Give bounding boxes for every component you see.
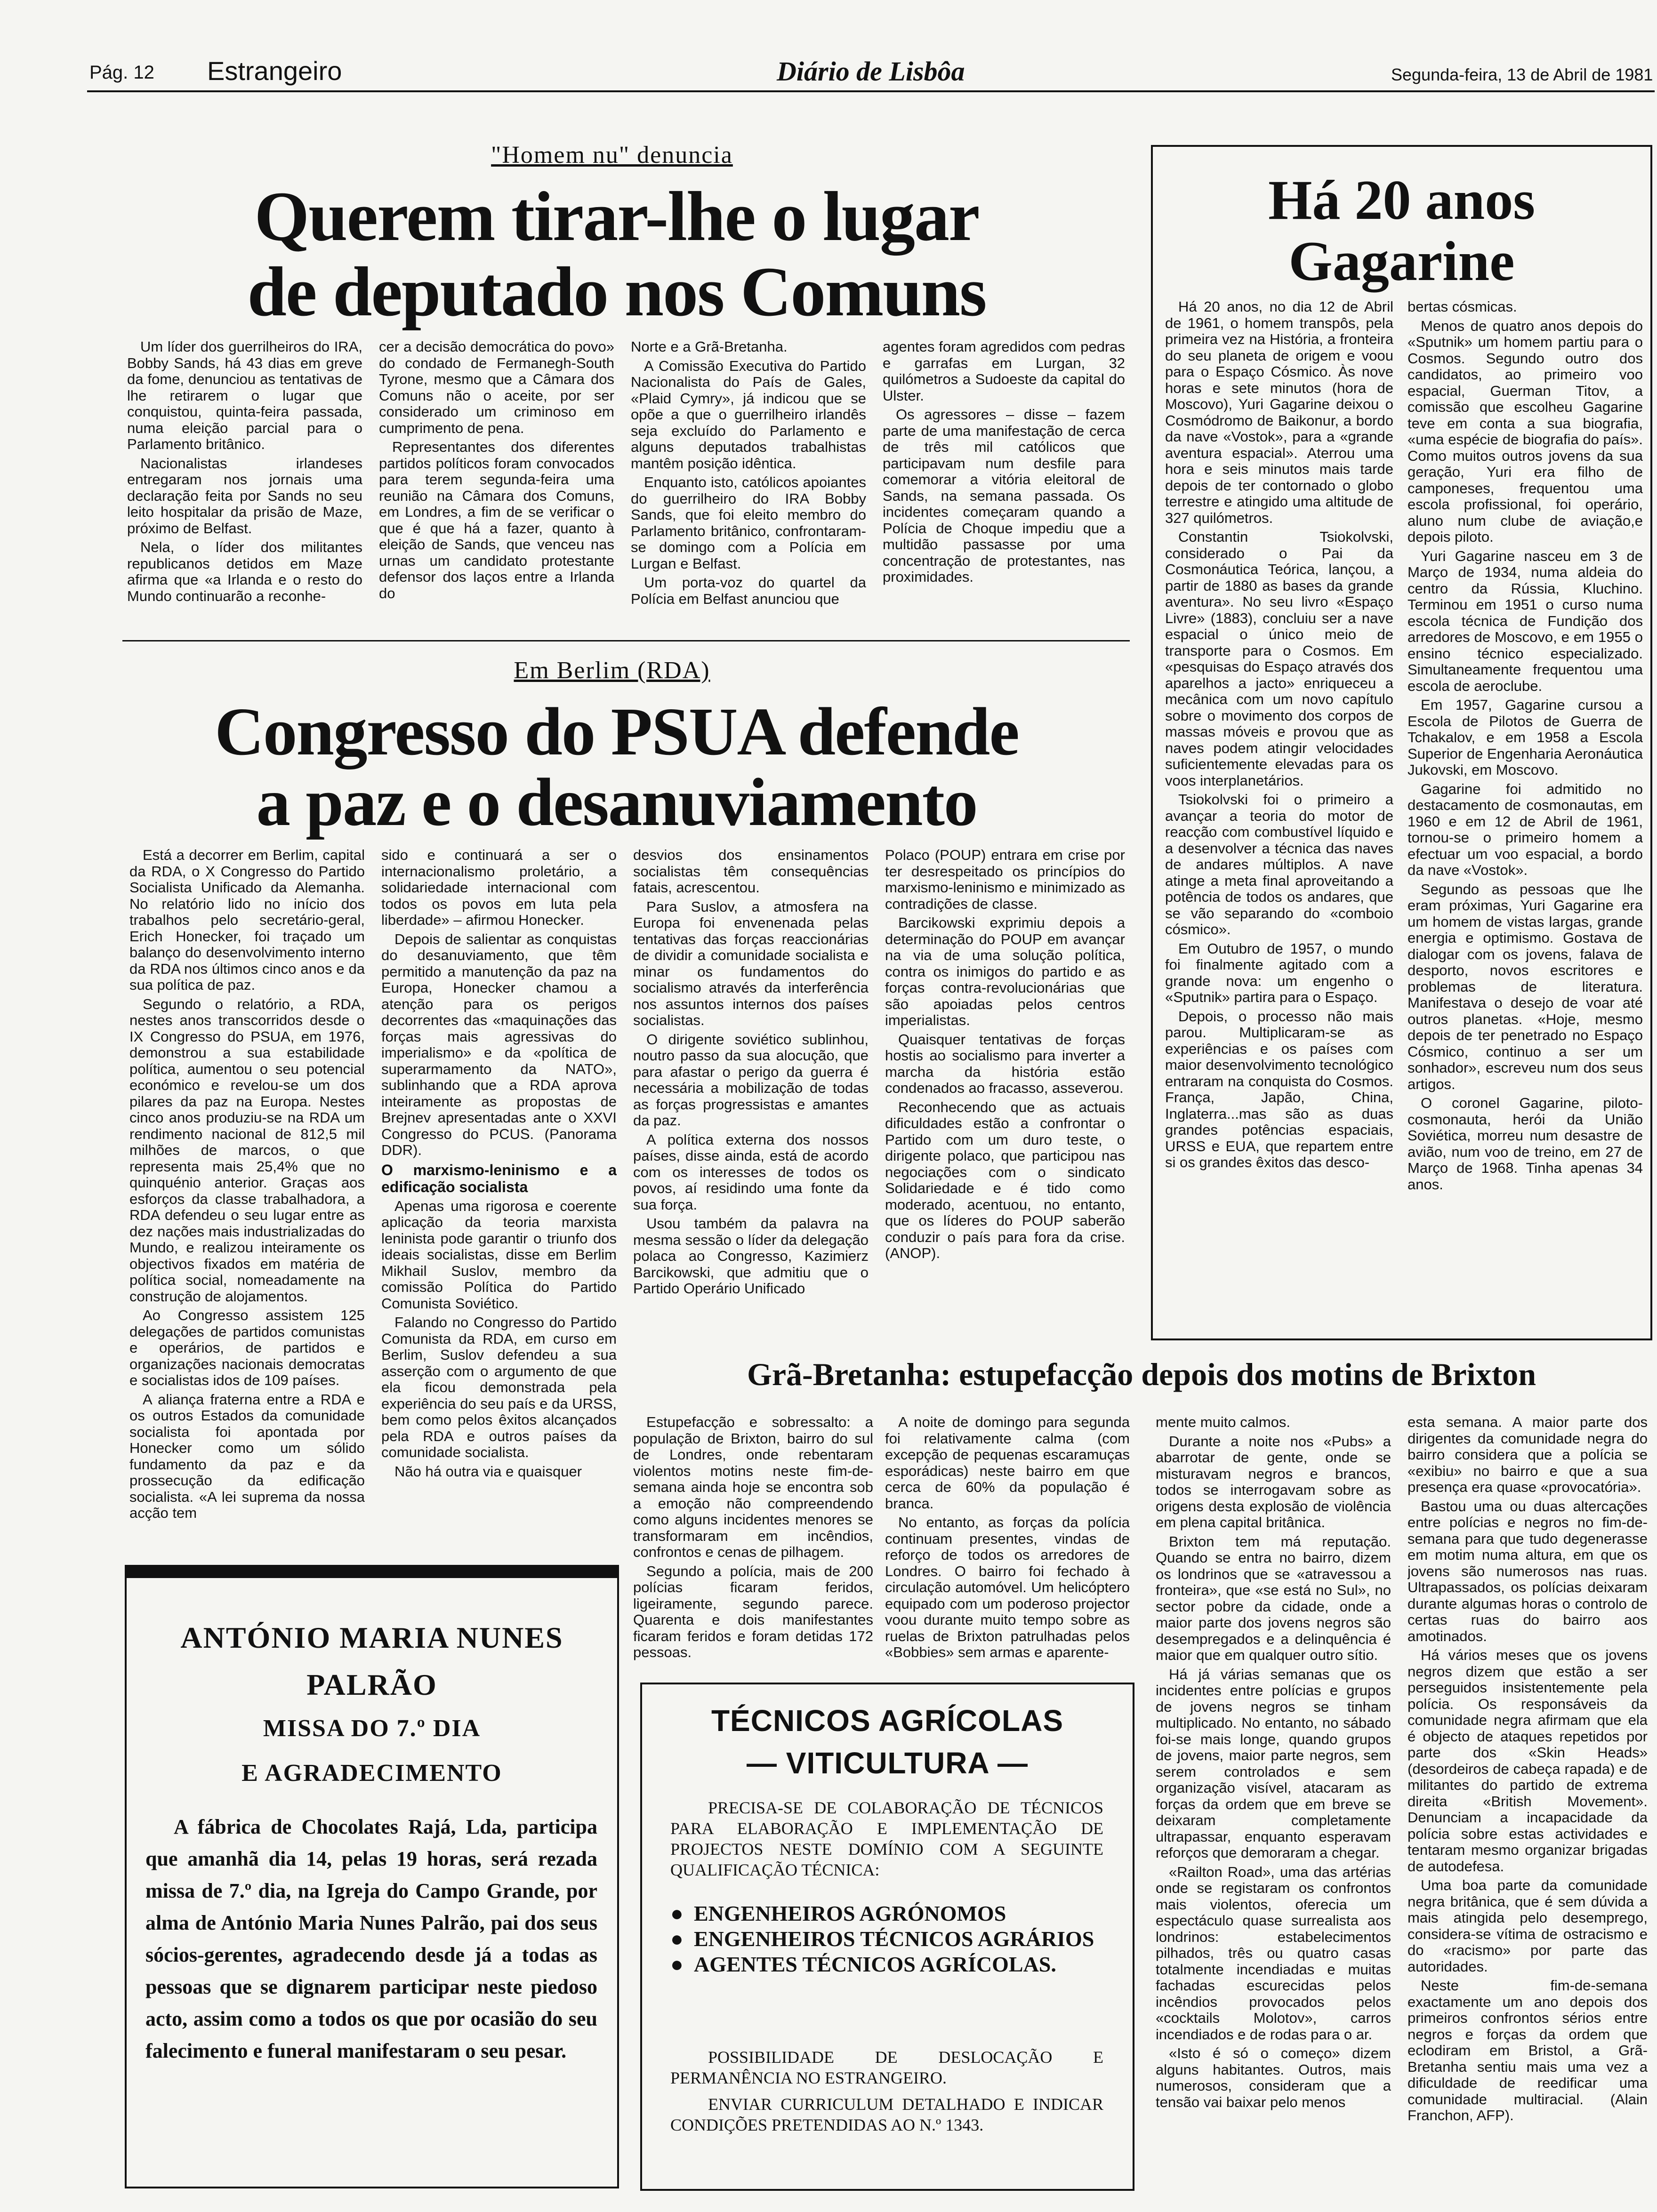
jobs-ad [640,1683,1134,2191]
jobs-ad-title-line1: TÉCNICOS AGRÍCOLAS [711,1704,1064,1738]
paragraph: Há 20 anos, no dia 12 de Abril de 1961, o homem transpôs, pela primeira vez na História, a fronteira do seu planeta de origem e voou para o Espaço Cósmico. Às nove horas e sete minutos (hora de Moscovo), Yuri Gagarine deixou o Cosmódromo de Baikonur, a bordo da nave «Vostok», para a «grande aventura espacial». Aterrou uma hora e seis minutos mais tarde depois de ter contornado o globo terrestre e atingido uma altitude de 327 quilómetros. [1165,299,1393,526]
paragraph: Um líder dos guerrilheiros do IRA, Bobby Sands, há 43 dias em greve da fome, denunciou as tentativas de lhe retirarem o lugar que conquistou, quinta-feira passada, numa eleição parcial para o Parlamento britânico. [127,339,362,452]
paragraph: Nacionalistas irlandeses entregaram nos jornais uma declaração feita por Sands no seu leito hospitalar da prisão de Maze, próximo de Belfast. [127,455,362,537]
paragraph: Depois de salientar as conquistas do desanuviamento, que têm permitido a manutenção da paz na Europa, Honecker chamou a atenção para os perigos decorrentes das «maquinações das forças mais agressivas do imperialismo» e da «política de superarmamento da NATO», sublinhando que a RDA aprova inteiramente as propostas de Brejnev apresentadas ante o XXVI Congresso do PCUS. (Panorama DDR). [381,930,617,1158]
jobs-ad-item [670,1901,1103,1926]
obituary-name-line1: ANTÓNIO MARIA NUNES [180,1621,563,1654]
article2-column-1 [129,847,365,1551]
article3-column-2 [1408,299,1643,1330]
jobs-ad-item [670,1952,1103,1977]
paragraph: O coronel Gagarine, piloto-cosmonauta, herói da União Soviética, morreu num desastre de avião, num voo de treino, em 27 de Março de 1968. Tinha apenas 34 anos. [1408,1095,1643,1193]
article1-column-1 [127,339,362,631]
paragraph: Durante a noite nos «Pubs» a abarrotar de gente, onde se misturavam negros e brancos, todos se interrogavam sobre as origens desta explosão de violência em plena capital britânica. [1156,1433,1391,1531]
jobs-ad-title-line2: — VITICULTURA — [746,1746,1029,1780]
obituary-name-line2: PALRÃO [306,1668,437,1701]
paragraph: O dirigente soviético sublinhou, noutro passo da sua alocução, que para afastar o perigo da guerra é necessária a mobilização de todas as forças progressistas e amantes da paz. [633,1031,869,1129]
paragraph: Reconhecendo que as actuais dificuldades estão a confrontar o Partido com um duro teste, o dirigente polaco, que participou nas negociações com o sindicato Solidariedade e é tido como moderado, acentuou, no entanto, que os líderes do POUP saberão conduzir o país para fora da crise. (ANOP). [885,1098,1125,1261]
article1-kicker: "Homem nu" denuncia [491,142,733,168]
paragraph: Ao Congresso assistem 125 delegações de partidos comunistas e operários, de partidos e organizações nacionais democratas e socialistas idos de 109 países. [129,1307,365,1388]
jobs-ad-item-label: AGENTES TÉCNICOS AGRÍCOLAS. [694,1952,1056,1976]
article2-subheading: O marxismo-leninismo e a edificação socialista [381,1161,617,1195]
article2-headline-line2: a paz e o desanuviamento [256,765,977,840]
obituary-body: A fábrica de Chocolates Rajá, Lda, participa que amanhã dia 14, pelas 19 horas, será rezada missa de 7.º dia, na Igreja do Campo Grande, por alma de António Maria Nunes Palrão, pai dos seus sócios-gerentes, agradecendo desde já a todas as pessoas que se dignarem participar neste piedoso acto, assim como a todos os que por ocasião do seu falecimento e funeral manifestaram o seu pesar. [145,1815,597,2062]
paragraph: «Railton Road», uma das artérias onde se registaram os confrontos mais violentos, oferecia um espectáculo quase surrealista aos londrinos: estabelecimentos pilhados, três ou quatro casas totalmente incendiadas e muitas fachadas escurecidas pelos incêndios provocados pelos «cocktails Molotov», carros incendiados e de rodas para o ar. [1156,1863,1391,2043]
paragraph: Polaco (POUP) entrara em crise por ter desrespeitado os princípios do marxismo-leninismo e minimizado as contradições de classe. [885,847,1125,912]
paragraph: Apenas uma rigorosa e coerente aplicação da teoria marxista leninista pode garantir o triunfo dos ideais socialistas, disse em Berlim Mikhail Suslov, membro da comissão Política do Partido Comunista Soviético. [381,1197,617,1312]
paragraph: bertas cósmicas. [1408,299,1517,315]
article1-column-3 [631,339,866,631]
jobs-ad-item-label: ENGENHEIROS TÉCNICOS AGRÁRIOS [694,1927,1094,1951]
obituary-mass-line: MISSA DO 7.º DIA [263,1715,481,1742]
paragraph: esta semana. A maior parte dos dirigentes da comunidade negra do bairro considera que a polícia se «exibiu» no bairro e que a sua presença era quase «provocatória». [1408,1414,1648,1495]
page-number: Pág. 12 [89,62,154,83]
article4-column-1 [633,1414,873,1668]
article3-column-1 [1165,299,1393,1330]
paragraph: Norte e a Grã-Bretanha. [631,339,788,355]
paragraph: Nela, o líder dos militantes republicanos detidos em Maze afirma que «a Irlanda e o resto do Mundo continuarão a reconhe- [127,539,362,604]
jobs-ad-intro: PRECISA-SE DE COLABORAÇÃO DE TÉCNICOS PARA ELABORAÇÃO E IMPLEMENTAÇÃO DE PROJECTOS NESTE DOMÍNIO COM A SEGUINTE QUALIFICAÇÃO TÉCNICA: [670,1798,1103,1879]
paragraph: Usou também da palavra na mesma sessão o líder da delegação polaca ao Congresso, Kazimierz Barcikowski, que admitiu que o Partido Operário Unificado [633,1215,869,1297]
article2-column-2 [381,847,617,1551]
paragraph: Segundo o relatório, a RDA, nestes anos transcorridos desde o IX Congresso do PSUA, em 1976, demonstrou a sua estabilidade política, aumentou o seu potencial económico e revelou-se um dos pilares da paz na Europa. Nestes cinco anos produziu-se na RDA um rendimento nacional de 812,5 mil milhões de marcos, o que representa mais 25,4% que no quinquénio anterior. Graças aos esforços da classe trabalhadora, a RDA defendeu o seu lugar entre as dez nações mais industrializadas do Mundo, e realizou inteiramente os objectivos fixados em matéria de política social, nomeadamente na construção de alojamentos. [129,995,365,1305]
paragraph: Quaisquer tentativas de forças hostis ao socialismo para inverter a marcha da história estão condenados ao fracasso, asseverou. [885,1031,1125,1096]
paragraph: A aliança fraterna entre a RDA e os outros Estados da comunidade socialista foi apontada por Honecker como um sólido fundamento da paz e da prossecução da edificação socialista. «A lei suprema da nossa acção tem [129,1391,365,1521]
article2-kicker: Em Berlim (RDA) [514,657,710,684]
paragraph: cer a decisão democrática do povo» do condado de Fermanegh-South Tyrone, mesmo que a Câmara dos Comuns não o aceite, por ser considerado um criminoso em cumprimento de pena. [379,339,614,436]
article3-headline-line1: Há 20 anos [1268,168,1535,231]
paragraph: Barcikowski exprimiu depois a determinação do POUP em avançar na via de uma solução política, contra os inimigos do partido e as forças contra-revolucionárias que são apoiadas pelos centros imperialistas. [885,914,1125,1028]
paragraph: Para Suslov, a atmosfera na Europa foi envenenada pelas tentativas das forças reaccionárias de dividir a comunidade socialista e minar os fundamentos do socialismo através da interferência nos assuntos internos dos países socialistas. [633,898,869,1028]
article4-column-4 [1408,1414,1648,2191]
paragraph: Bastou uma ou duas altercações entre polícias e negros no fim-de-semana para que tudo degenerasse em motim numa altura, em que os jovens são numerosos nas ruas. Ultrapassados, os polícias deixaram durante algumas horas o controlo de certas ruas do bairro aos amotinados. [1408,1498,1648,1644]
paragraph: Não há outra via e quaisquer [394,1463,582,1480]
paragraph: Tsiokolvski foi o primeiro a avançar a teoria do motor de reacção com combustível líquido e a desenvolver a técnica das naves de andares múltiplos. A nave atinge a meta final aproveitando a potência de todos os andares, que se vão separando do «comboio cósmico». [1165,791,1393,938]
article1-headline-line1: Querem tirar-lhe o lugar [254,177,979,256]
paragraph: agentes foram agredidos com pedras e garrafas em Lurgan, 32 quilómetros a Sudoeste da capital do Ulster. [883,339,1125,404]
issue-date: Segunda-feira, 13 de Abril de 1981 [1391,65,1653,84]
paragraph: Brixton tem má reputação. Quando se entra no bairro, dizem os londrinos que se «atravessou a fronteira», que «se está no Sul», no sector pobre da cidade, onde a maior parte dos jovens negros são desempregados e a delinquência é maior que em qualquer outro sítio. [1156,1533,1391,1663]
jobs-ad-item [670,1926,1103,1952]
article2-headline-line1: Congresso do PSUA defende [215,694,1019,769]
paragraph: Em Outubro de 1957, o mundo foi finalmente agitado com a grande nova: um engenho o «Sputnik» partira para o Espaço. [1165,940,1393,1005]
header-rule [87,90,1655,92]
paragraph: Segundo as pessoas que lhe eram próximas, Yuri Gagarine era um homem de vistas largas, grande energia e optimismo. Gostava de dialogar com os jovens, falava de desporto, novos escritores e problemas de literatura. Manifestava o desejo de voar até outros planetas. «Hoje, mesmo depois de ter penetrado no Espaço Cósmico, continuo a ser um sonhador», escreveu num dos seus artigos. [1408,881,1643,1092]
paragraph: Neste fim-de-semana exactamente um ano depois dos primeiros confrontos sérios entre negros e forças da ordem que eclodiram em Bristol, a Grã-Bretanha sentiu mais uma vez a dificuldade de reedificar uma comunidade multiracial. (Alain Franchon, AFP). [1408,1977,1648,2124]
paragraph: Está a decorrer em Berlim, capital da RDA, o X Congresso do Partido Socialista Unificado da Alemanha. No relatório lido no início dos trabalhos pelo secretário-geral, Erich Honecker, foi traçado um balanço do desenvolvimento interno da RDA nos últimos cinco anos e da sua política de paz. [129,847,365,993]
paragraph: Os agressores – disse – fazem parte de uma manifestação de cerca de três mil católicos que participavam num desfile para comemorar a vitória eleitoral de Sands, na semana passada. Os incidentes começaram quando a Polícia de Choque impediu que a multidão passasse por uma concentração de protestantes, nas proximidades. [883,406,1125,585]
paragraph: Um porta-voz do quartel da Polícia em Belfast anunciou que [631,574,866,607]
paragraph: Em 1957, Gagarine cursou a Escola de Pilotos de Guerra de Tchakalov, e em 1958 a Escola Superior de Engenharia Aeronáutica Jukovski, em Moscovo. [1408,697,1643,778]
section-title: Estrangeiro [207,56,342,86]
paragraph: Depois, o processo não mais parou. Multiplicaram-se as experiências e os países com maior desenvolvimento tecnológico entraram na conquista do Cosmos. França, Japão, China, Inglaterra...mas são as duas grandes potências espaciais, URSS e EUA, que repartem entre si os grandes êxitos das desco- [1165,1008,1393,1170]
jobs-ad-list [670,1901,1103,1977]
paragraph: A noite de domingo para segunda foi relativamente calma (com excepção de pequenas escaramuças esporádicas) neste bairro em que cerca de 60% da população é branca. [885,1414,1130,1512]
article1-headline-line2: de deputado nos Comuns [247,253,986,331]
paragraph: No entanto, as forças da polícia continuam presentes, vindas de reforço de todos os arredores de Londres. O bairro foi fechado à circulação automóvel. Um helicóptero equipado com um poderoso projector voou durante muito tempo sobre as ruelas de Brixton patrulhadas pelos «Bobbies» sem armas e aparente- [885,1514,1130,1660]
obituary-thanks-line: E AGRADECIMENTO [241,1760,502,1787]
paragraph: Há já várias semanas que os incidentes entre polícias e grupos de jovens negros se tinham multiplicado. No entanto, no sábado foi-se mais longe, quando grupos de jovens, maior parte negros, sem serem controlados e sem organização visível, atacaram as forças da ordem que em breve se deixaram completamente ultrapassar, enquanto esperavam reforços que demoraram a chegar. [1156,1666,1391,1861]
paragraph: Estupefacção e sobressalto: a população de Brixton, bairro do sul de Londres, onde rebentaram violentos motins neste fim-de-semana ainda hoje se encontra sob a emoção não compreendendo como alguns incidentes menores se transformaram em incêndios, confrontos e cenas de pilhagem. [633,1414,873,1560]
paragraph: Representantes dos diferentes partidos políticos foram convocados para terem segunda-feira uma reunião na Câmara dos Comuns, em Londres, a fim de se verificar o que é que há a fazer, quanto à eleição de Sands, que venceu nas urnas um candidato protestante defensor dos laços entre a Irlanda do [379,439,614,601]
paragraph: A política externa dos nossos países, disse ainda, está de acordo com os interesses de todos os povos, aí residindo uma fonte da sua força. [633,1131,869,1213]
article1-column-2 [379,339,614,631]
paragraph: Gagarine foi admitido no destacamento de cosmonautas, em 1960 e em 12 de Abril de 1961, tornou-se o primeiro homem a efectuar um voo espacial, a bordo da nave «Vostok». [1408,780,1643,878]
paragraph: Uma boa parte da comunidade negra britânica, que é sem dúvida a mais atingida pelo desemprego, considera-se vítima de ostracismo e do «racismo» por parte das autoridades. [1408,1877,1648,1975]
bullet-icon: ● [670,1952,684,1976]
paragraph: Constantin Tsiokolvski, considerado o Pai da Cosmonáutica Teórica, lançou, a partir de 1880 as bases da grande aventura». No seu livro «Espaço Livre» (1883), concluiu ser a nave espacial o único meio de transporte para o Cosmos. Em «pesquisas do Espaço através dos aparelhos a jacto» enriqueceu a mecânica com um novo capítulo sobre o movimento dos corpos de massas móveis e provou que as naves podem atingir velocidades suficientemente elevadas para os voos interplanetários. [1165,529,1393,789]
paragraph: Falando no Congresso do Partido Comunista da RDA, em curso em Berlim, Suslov defendeu a sua asserção com o argumento de que ela ficou demonstrada pela experiência do seu país e da URSS, bem como pelos êxitos alcançados pela RDA e outros países da comunidade socialista. [381,1314,617,1460]
paragraph: mente muito calmos. [1156,1414,1290,1430]
bullet-icon: ● [670,1901,684,1925]
paragraph: sido e continuará a ser o internacionalismo proletário, a solidariedade internacional com todos os povos em luta pela liberdade» – afirmou Honecker. [381,847,617,928]
paragraph: Yuri Gagarine nasceu em 3 de Março de 1934, numa aldeia do centro da Rússia, Kluchino. Terminou em 1951 o curso numa escola técnica de Fundição dos arredores de Moscovo, e em 1955 o ensino técnico especializado. Simultaneamente frequentou uma escola de aeroclube. [1408,547,1643,694]
article4-column-3 [1156,1414,1391,2191]
paragraph: Menos de quatro anos depois do «Sputnik» um homem partiu para o Cosmos. Segundo outro dos candidatos, ao primeiro voo espacial, Guerman Titov, a comissão que escolheu Gagarine teve em conta a sua biografia, «uma espécie de biografia do país». Como muitos outros jovens da sua geração, Yuri era filho de camponeses, frequentou uma escola profissional, foi operário, aluno num clube de aviação,e depois piloto. [1408,317,1643,545]
paragraph: «Isto é só o começo» dizem alguns habitantes. Outros, mais numerosos, consideram que a tensão vai baixar pelo menos [1156,2045,1391,2110]
paragraph: Segundo a polícia, mais de 200 polícias ficaram feridos, ligeiramente, segundo parece. Quarenta e dois manifestantes ficaram feridos e foram detidas 172 pessoas. [633,1563,873,1660]
jobs-ad-item-label: ENGENHEIROS AGRÓNOMOS [694,1901,1006,1925]
article3-headline-line2: Gagarine [1288,230,1515,292]
obituary-ad [125,1565,619,2188]
article1-column-4 [883,339,1125,631]
jobs-ad-footer-1: POSSIBILIDADE DE DESLOCAÇÃO E PERMANÊNCIA NO ESTRANGEIRO. [670,2048,1103,2087]
article-divider [122,640,1130,641]
paragraph: desvios dos ensinamentos socialistas têm consequências fatais, acrescentou. [633,847,869,896]
article4-column-2 [885,1414,1130,1668]
masthead-logo: Diário de Lisbôa [777,56,965,87]
bullet-icon: ● [670,1927,684,1951]
jobs-ad-footer-2: ENVIAR CURRICULUM DETALHADO E INDICAR CONDIÇÕES PRETENDIDAS AO N.º 1343. [670,2095,1103,2134]
article4-headline: Grã-Bretanha: estupefacção depois dos motins de Brixton [747,1356,1536,1392]
paragraph: Há vários meses que os jovens negros dizem que estão a ser perseguidos insistentemente pela polícia. Os responsáveis da comunidade negra afirmam que ela é objecto de ataques repetidos por parte dos «Skin Heads» (desordeiros de cabeça rapada) e de militantes do partido de extrema direita «British Movement». Denunciam a incapacidade da polícia sobre estas actividades e tentaram mesmo organizar brigadas de autodefesa. [1408,1647,1648,1875]
paragraph: Enquanto isto, católicos apoiantes do guerrilheiro do IRA Bobby Sands, que foi eleito membro do Parlamento britânico, confrontaram-se domingo com a Polícia em Lurgan e Belfast. [631,474,866,572]
paragraph: A Comissão Executiva do Partido Nacionalista do País de Gales, «Plaid Cymry», já indicou que se opõe a que o guerrilheiro irlandês seja excluído do Parlamento e alguns deputados trabalhistas mantêm posição idêntica. [631,357,866,472]
